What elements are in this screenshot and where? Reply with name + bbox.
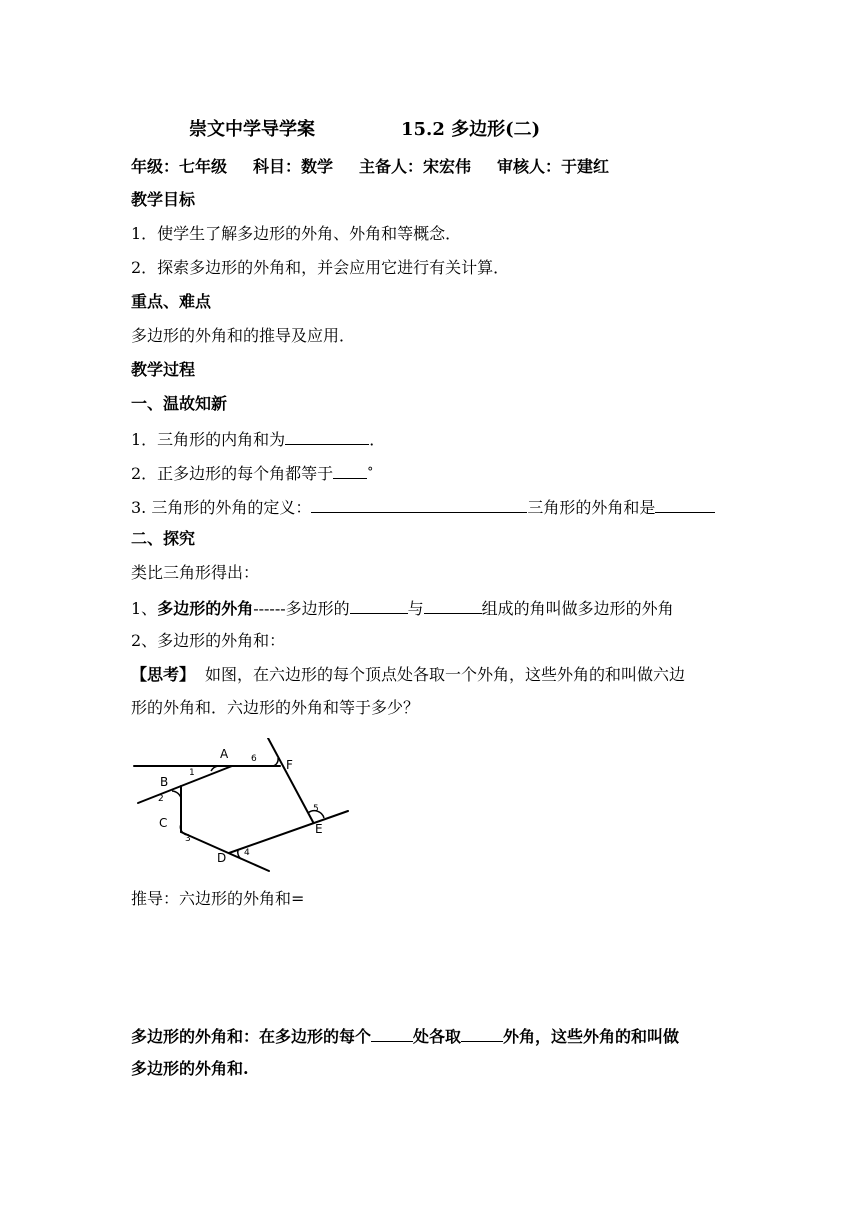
angle-label-3: 3 — [185, 834, 191, 844]
key-points-text: 多边形的外角和的推导及应用． — [131, 326, 356, 345]
think-label: 【思考】 — [131, 665, 196, 684]
review-question-2 — [131, 462, 373, 484]
conclusion-text-1: 多边形的外角和：在多边形的每个 — [131, 1027, 372, 1046]
conclusion-line-1 — [131, 1025, 679, 1047]
q2-degree: ° — [367, 465, 374, 479]
review-heading: 一、温故知新 — [131, 394, 228, 413]
vertex-label-e: E — [315, 822, 323, 836]
q3-text: 3. 三角形的外角的定义： — [131, 498, 312, 517]
think-paragraph-line-2: 形的外角和．六边形的外角和等于多少？ — [131, 698, 420, 717]
review-question-1 — [131, 428, 385, 450]
lesson-title: 15.2 多边形(二) — [401, 119, 541, 140]
def-term: 多边形的外角 — [157, 599, 254, 618]
angle-label-2: 2 — [158, 794, 164, 804]
key-points-heading: 重点、难点 — [131, 292, 212, 311]
review-question-3 — [131, 496, 715, 518]
vertex-label-c: C — [159, 816, 168, 830]
side-ef-extended — [268, 738, 313, 822]
vertex-label-a: A — [220, 747, 229, 761]
q1-blank[interactable] — [285, 428, 369, 445]
def-number: 1、 — [131, 599, 158, 618]
conclusion-blank-2[interactable] — [461, 1025, 503, 1042]
q1-end: ． — [369, 430, 386, 449]
conclusion-blank-1[interactable] — [371, 1025, 413, 1042]
analogy-text: 类比三角形得出： — [131, 563, 260, 582]
think-paragraph-line-1 — [131, 665, 685, 685]
conclusion-text-3: 外角，这些外角的和叫做 — [503, 1027, 680, 1046]
goal-item-1: 1．使学生了解多边形的外角、外角和等概念． — [131, 224, 462, 243]
preparer-label: 主备人：宋宏伟 — [359, 157, 472, 176]
hexagon-exterior-angles-figure — [128, 738, 358, 878]
angle-arc-6 — [273, 758, 278, 766]
conclusion-text-2: 处各取 — [413, 1027, 462, 1046]
derivation-line: 推导：六边形的外角和= — [131, 889, 305, 908]
def-text-1: ------多边形的 — [253, 599, 350, 618]
q2-blank[interactable] — [333, 462, 367, 479]
side-de-extended — [229, 811, 348, 853]
process-heading: 教学过程 — [131, 360, 196, 379]
def-text-2: 与 — [407, 599, 424, 618]
def-blank-2[interactable] — [424, 597, 482, 614]
explore-heading: 二、探究 — [131, 529, 196, 548]
q3-blank-definition[interactable] — [311, 496, 527, 513]
meta-row — [131, 157, 609, 177]
vertex-label-f: F — [286, 758, 293, 772]
angle-label-6: 6 — [251, 754, 257, 764]
def-blank-1[interactable] — [350, 597, 408, 614]
sum-item: 2、多边形的外角和： — [131, 631, 286, 650]
angle-label-4: 4 — [244, 848, 250, 858]
reviewer-label: 审核人：于建红 — [497, 157, 610, 176]
conclusion-line-2: 多边形的外角和. — [131, 1059, 249, 1078]
subject-label: 科目：数学 — [253, 157, 334, 176]
def-text-3: 组成的角叫做多边形的外角 — [481, 599, 674, 618]
vertex-label-b: B — [160, 775, 169, 789]
goal-item-2: 2．探索多边形的外角和，并会应用它进行有关计算． — [131, 258, 510, 277]
side-ab-extended — [138, 766, 232, 803]
school-title: 崇文中学导学案 — [189, 119, 315, 140]
angle-label-1: 1 — [189, 768, 195, 778]
exterior-angle-definition — [131, 597, 674, 619]
q2-text: 2．正多边形的每个角都等于 — [131, 464, 334, 483]
angle-label-5: 5 — [313, 804, 319, 814]
goals-heading: 教学目标 — [131, 190, 196, 209]
think-text-1: 如图，在六边形的每个顶点处各取一个外角，这些外角的和叫做六边 — [205, 665, 686, 684]
grade-label: 年级：七年级 — [131, 157, 228, 176]
angle-arc-2 — [172, 791, 181, 798]
q3-blank-sum[interactable] — [655, 496, 715, 513]
q1-text: 1．三角形的内角和为 — [131, 430, 286, 449]
vertex-label-d: D — [217, 851, 227, 865]
q3-text-2: 三角形的外角和是 — [527, 498, 656, 517]
